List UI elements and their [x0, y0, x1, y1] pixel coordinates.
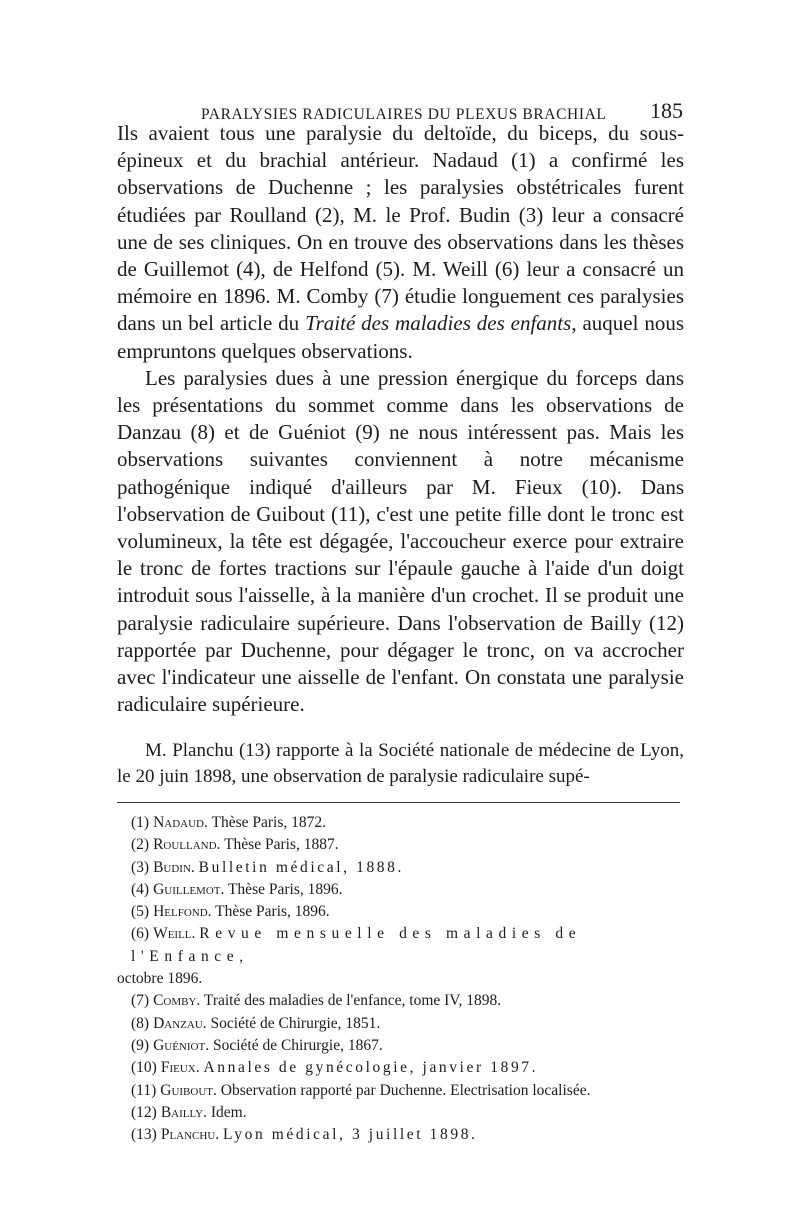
footnote-author: Roulland.	[153, 836, 221, 854]
paragraph-1	[117, 120, 684, 365]
footnote-1: (1) Nadaud. Thèse Paris, 1872.	[131, 814, 326, 831]
footnote-2: (2) Roulland. Thèse Paris, 1887.	[131, 836, 339, 854]
footnote-10: (10) Fieux. Annales de gynécologie, janvier 1897.	[131, 1059, 539, 1077]
footnote-author: Budin.	[153, 858, 195, 876]
paragraph-3: M. Planchu (13) rapporte à la Société nationale de médecine de Lyon, le 20 juin 1898, une observation de paralysie radiculaire supé-	[117, 740, 684, 787]
footnote-11: (11) Guibout. Observation rapporté par Duchenne. Electrisation localisée.	[131, 1081, 591, 1099]
footnote-4: (4) Guillemot. Thèse Paris, 1896.	[131, 880, 343, 898]
footnote-author: Guibout.	[160, 1081, 217, 1099]
footnote-author: Bailly.	[160, 1103, 207, 1121]
page-number: 185	[650, 98, 683, 123]
footnote-8: (8) Danzau. Société de Chirurgie, 1851.	[131, 1014, 381, 1032]
footnote-author: Danzau.	[153, 1014, 207, 1032]
footnote-12: (12) Bailly. Idem.	[131, 1103, 247, 1121]
footnote-6-continued: octobre 1896.	[117, 970, 203, 988]
main-text	[117, 120, 684, 718]
paragraph-1-end: , auquel nous empruntons quelques observations.	[117, 311, 684, 363]
footnote-author: Comby.	[153, 992, 201, 1010]
paragraph-1-start: Ils avaient tous une paralysie du deltoïde, du biceps, du sous-épineux et du brachial antérieur. Nadaud (1) a confirmé les observations de Duchenne ; les paralysies obstétricales furent étudiées par Roulland (2), M. le Prof. Budin (3) leur a consacré une de ses cliniques. On en trouve des observations dans les thèses de Guillemot (4), de Helfond (5). M. Weill (6) leur a consacré un mémoire en 1896. M. Comby (7) étudie longuement ces paralysies dans un bel article du	[117, 121, 684, 336]
footnote-6: (6) Weill. Revue mensuelle des maladies de l'Enfance,	[131, 925, 582, 965]
footnote-divider	[117, 802, 680, 803]
footnote-author: Nadaud.	[153, 814, 208, 831]
footnote-author: Guéniot.	[153, 1036, 210, 1054]
footnote-author: Helfond.	[153, 903, 212, 921]
book-title-italic: Traité des maladies des enfants	[305, 311, 572, 336]
footnote-author: Planchu.	[160, 1126, 220, 1144]
footnote-13: (13) Planchu. Lyon médical, 3 juillet 1898.	[131, 1126, 478, 1144]
footnote-5: (5) Helfond. Thèse Paris, 1896.	[131, 903, 330, 921]
footnote-author: Fieux.	[160, 1059, 200, 1077]
footnote-3: (3) Budin. Bulletin médical, 1888.	[131, 858, 404, 876]
footnote-author: Guillemot.	[153, 880, 225, 898]
running-head: PARALYSIES RADICULAIRES DU PLEXUS BRACHIAL	[201, 106, 607, 123]
paragraph-2: Les paralysies dues à une pression énergique du forceps dans les présentations du sommet comme dans les observations de Danzau (8) et de Guéniot (9) ne nous intéressent pas. Mais les observations suivantes conviennent à notre mécanisme pathogénique indiqué d'ailleurs par M. Fieux (10). Dans l'observation de Guibout (11), c'est une petite fille dont le tronc est volumineux, la tête est dégagée, l'accoucheur exerce pour extraire le tronc de fortes tractions sur l'épaule gauche à l'aide d'un doigt introduit sous l'aisselle, à la manière d'un crochet. Il se produit une paralysie radiculaire supérieure. Dans l'observation de Bailly (12) rapportée par Duchenne, pour dégager le tronc, on va accrocher avec l'indicateur une aisselle de l'enfant. On constata une paralysie radiculaire supérieure.	[117, 365, 684, 717]
small-text-block	[117, 738, 684, 790]
footnote-7: (7) Comby. Traité des maladies de l'enfance, tome IV, 1898.	[131, 992, 502, 1010]
footnote-9: (9) Guéniot. Société de Chirurgie, 1867.	[131, 1036, 383, 1054]
footnote-author: Weill.	[153, 925, 196, 943]
footnotes	[117, 812, 692, 1146]
